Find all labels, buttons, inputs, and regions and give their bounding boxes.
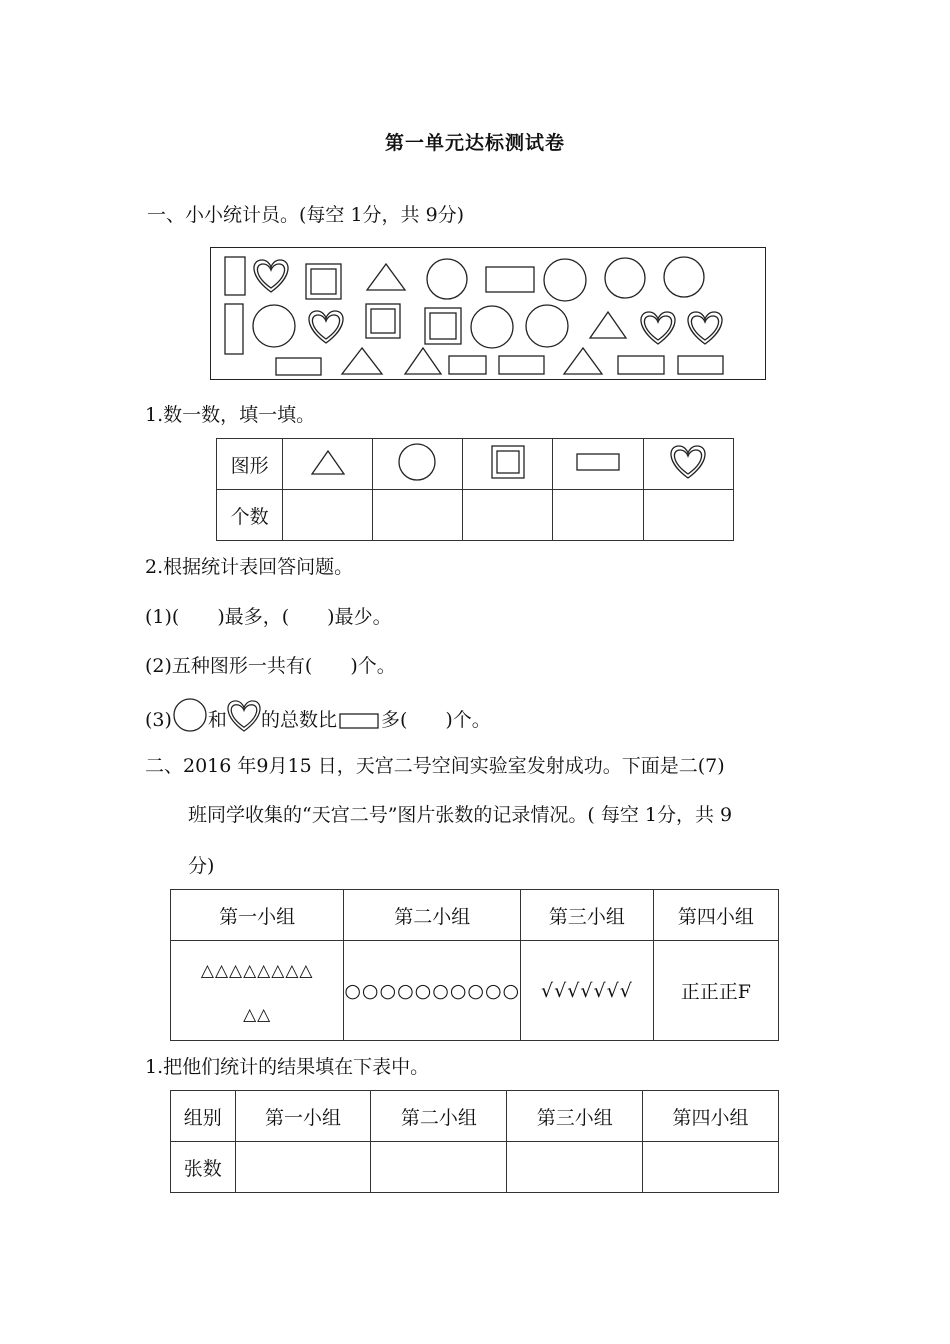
q2-3-and: 和 xyxy=(207,709,227,731)
rectangle-icon xyxy=(225,304,243,354)
row-label-count: 个数 xyxy=(217,490,283,541)
triangle-icon xyxy=(405,348,441,374)
cell-heart xyxy=(643,439,733,490)
record-group1-cell xyxy=(171,941,344,1041)
triangle-icon xyxy=(342,348,382,374)
shape-collection-box xyxy=(210,247,766,380)
s2-question-1: 1.把他们统计的结果填在下表中。 xyxy=(145,1056,430,1078)
heart-icon xyxy=(227,700,261,732)
square-icon xyxy=(425,308,461,344)
rectangle-icon xyxy=(499,356,544,374)
circle-icon xyxy=(544,259,586,301)
section2-heading-line2: 班同学收集的“天宫二号”图片张数的记录情况。( 每空 1分，共 9 xyxy=(188,804,733,826)
s1-question-2: 2.根据统计表回答问题。 xyxy=(145,556,354,578)
circle-icon xyxy=(664,257,704,297)
triangle-icon xyxy=(310,448,346,476)
rectangle-icon xyxy=(449,356,486,374)
circle-icon xyxy=(397,442,437,482)
q2-3-middle: 的总数比 xyxy=(260,709,337,731)
triangle-icon xyxy=(590,312,626,338)
result-answer-1[interactable] xyxy=(235,1142,371,1193)
s1-question-2-3 xyxy=(145,707,491,733)
circle-icon xyxy=(253,305,295,347)
result-header-3: 第三小组 xyxy=(507,1091,643,1142)
section2-heading-line3: 分) xyxy=(188,855,215,877)
heart-icon xyxy=(641,312,675,344)
section2-heading-line1: 二、2016 年9月15 日，天宫二号空间实验室发射成功。下面是二(7) xyxy=(145,755,725,777)
record-header-1: 第一小组 xyxy=(171,890,344,941)
rectangle-icon xyxy=(618,356,664,374)
s1-question-1: 1.数一数，填一填。 xyxy=(145,404,316,426)
q2-3-prefix: (3) xyxy=(145,709,172,731)
rectangle-icon xyxy=(576,452,620,472)
record-header-2: 第二小组 xyxy=(344,890,521,941)
record-group3-checks: √√√√√√√ xyxy=(521,941,654,1041)
rectangle-icon xyxy=(486,267,534,292)
heart-icon xyxy=(668,445,708,479)
result-table xyxy=(170,1090,779,1193)
record-group2-circles: ○○○○○○○○○○ xyxy=(344,941,521,1041)
heart-icon xyxy=(309,311,343,343)
answer-cell-heart[interactable] xyxy=(643,490,733,541)
square-icon xyxy=(491,445,525,479)
rectangle-icon xyxy=(276,358,321,375)
shape-collection xyxy=(211,248,767,381)
rectangle-icon xyxy=(678,356,723,374)
result-answer-2[interactable] xyxy=(371,1142,507,1193)
shape-count-table xyxy=(216,438,734,541)
square-icon xyxy=(306,264,341,299)
record-header-4: 第四小组 xyxy=(653,890,778,941)
q2-3-suffix: 多( )个。 xyxy=(380,709,491,731)
result-row-label: 张数 xyxy=(171,1142,236,1193)
result-header-2: 第二小组 xyxy=(371,1091,507,1142)
heart-icon xyxy=(688,312,722,344)
result-header-4: 第四小组 xyxy=(643,1091,779,1142)
cell-square xyxy=(463,439,553,490)
result-header-1: 第一小组 xyxy=(235,1091,371,1142)
rectangle-icon xyxy=(225,257,245,295)
answer-cell-square[interactable] xyxy=(463,490,553,541)
answer-cell-rectangle[interactable] xyxy=(553,490,643,541)
section1-heading: 一、小小统计员。(每空 1分，共 9分) xyxy=(147,204,465,226)
triangle-icon xyxy=(564,348,602,374)
cell-circle xyxy=(372,439,462,490)
row-label-shapes: 图形 xyxy=(217,439,283,490)
cell-triangle xyxy=(283,439,372,490)
circle-icon xyxy=(427,259,467,299)
cell-rectangle xyxy=(553,439,643,490)
square-icon xyxy=(366,304,400,338)
answer-cell-triangle[interactable] xyxy=(283,490,372,541)
circle-icon xyxy=(471,306,513,348)
record-header-3: 第三小组 xyxy=(521,890,654,941)
record-table xyxy=(170,889,779,1041)
circle-icon xyxy=(526,305,568,347)
rectangle-icon xyxy=(339,713,379,729)
record-group4-tally: 正正正F xyxy=(653,941,778,1041)
circle-icon xyxy=(172,698,208,732)
page-title: 第一单元达标测试卷 xyxy=(384,132,565,154)
triangle-icon xyxy=(367,264,405,290)
answer-cell-circle[interactable] xyxy=(372,490,462,541)
result-answer-4[interactable] xyxy=(643,1142,779,1193)
heart-icon xyxy=(254,260,288,292)
circle-icon xyxy=(605,258,645,298)
result-answer-3[interactable] xyxy=(507,1142,643,1193)
s1-question-2-2: (2)五种图形一共有( )个。 xyxy=(145,655,396,677)
group1-triangles-line2: △△ xyxy=(243,1004,272,1025)
result-corner-label: 组别 xyxy=(171,1091,236,1142)
s1-question-2-1: (1)( )最多，( )最少。 xyxy=(145,606,392,628)
group1-triangles-line1: △△△△△△△△ xyxy=(200,960,314,981)
